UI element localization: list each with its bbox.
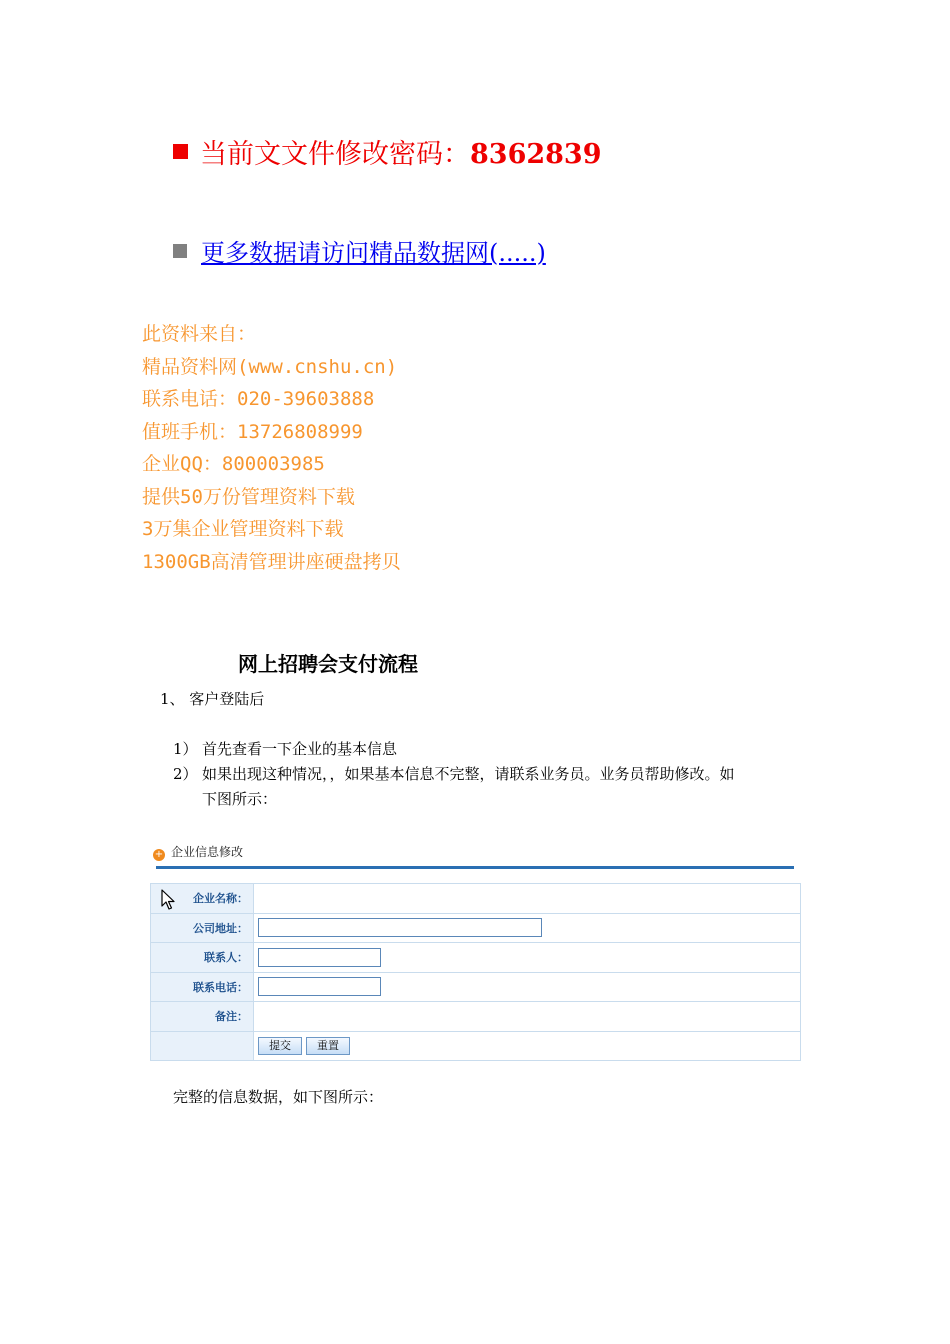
more-data-link[interactable]: 更多数据请访问精品数据网(.....) <box>201 239 546 267</box>
password-value: 8362839 <box>470 139 602 170</box>
info-line: 3万集企业管理资料下载 <box>142 518 344 540</box>
contact-person-input[interactable] <box>258 948 381 967</box>
complete-info-text: 完整的信息数据，如下图所示： <box>173 1088 384 1106</box>
sub-step-2 <box>173 762 735 787</box>
form-row <box>151 884 801 914</box>
form-row <box>151 1002 801 1032</box>
form-row <box>151 972 801 1002</box>
info-line: 企业QQ：800003985 <box>142 453 325 475</box>
more-data-line <box>173 233 546 268</box>
sub-step-2-continued: 下图所示： <box>202 790 278 808</box>
company-name-label: 企业名称： <box>151 884 254 914</box>
document-title: 网上招聘会支付流程 <box>238 652 418 676</box>
company-name-value <box>254 884 801 914</box>
panel-header <box>153 843 243 861</box>
company-address-input[interactable] <box>258 918 542 937</box>
sub-step-text: 如果出现这种情况，，如果基本信息不完整，请联系业务员。业务员帮助修改。如 <box>202 765 735 783</box>
square-bullet-icon <box>173 244 187 258</box>
sub-step-text: 首先查看一下企业的基本信息 <box>202 740 398 758</box>
reset-button[interactable]: 重置 <box>306 1037 350 1055</box>
info-line: 提供50万份管理资料下载 <box>142 485 355 508</box>
panel-divider <box>156 866 794 869</box>
remarks-value <box>254 1002 801 1032</box>
step-1-text: 1、 客户登陆后 <box>160 690 265 708</box>
mouse-cursor-icon <box>161 889 175 911</box>
sub-step-number: 1） <box>173 740 198 758</box>
password-label: 当前文文件修改密码： <box>200 139 470 170</box>
info-line: 联系电话：020-39603888 <box>142 388 375 410</box>
form-row <box>151 943 801 973</box>
contact-phone-input[interactable] <box>258 977 381 996</box>
sub-step-1 <box>173 737 397 762</box>
panel-title: 企业信息修改 <box>171 845 244 859</box>
form-row <box>151 913 801 943</box>
info-line: 值班手机：13726808999 <box>142 420 363 443</box>
company-address-label: 公司地址： <box>151 913 254 943</box>
enterprise-info-form <box>150 883 801 1061</box>
info-line: 此资料来自： <box>142 323 257 345</box>
password-line <box>173 132 602 171</box>
contact-person-label: 联系人： <box>151 943 254 973</box>
source-info-block <box>142 318 401 578</box>
plus-circle-icon: + <box>154 849 164 860</box>
form-row <box>151 1031 801 1061</box>
sub-step-number: 2） <box>173 765 198 783</box>
contact-phone-label: 联系电话： <box>151 972 254 1002</box>
remarks-label: 备注： <box>151 1002 254 1032</box>
submit-button[interactable]: 提交 <box>258 1037 302 1055</box>
info-line: 精品资料网(www.cnshu.cn) <box>142 355 398 378</box>
info-line: 1300GB高清管理讲座硬盘拷贝 <box>142 550 401 573</box>
square-bullet-icon <box>173 144 188 159</box>
